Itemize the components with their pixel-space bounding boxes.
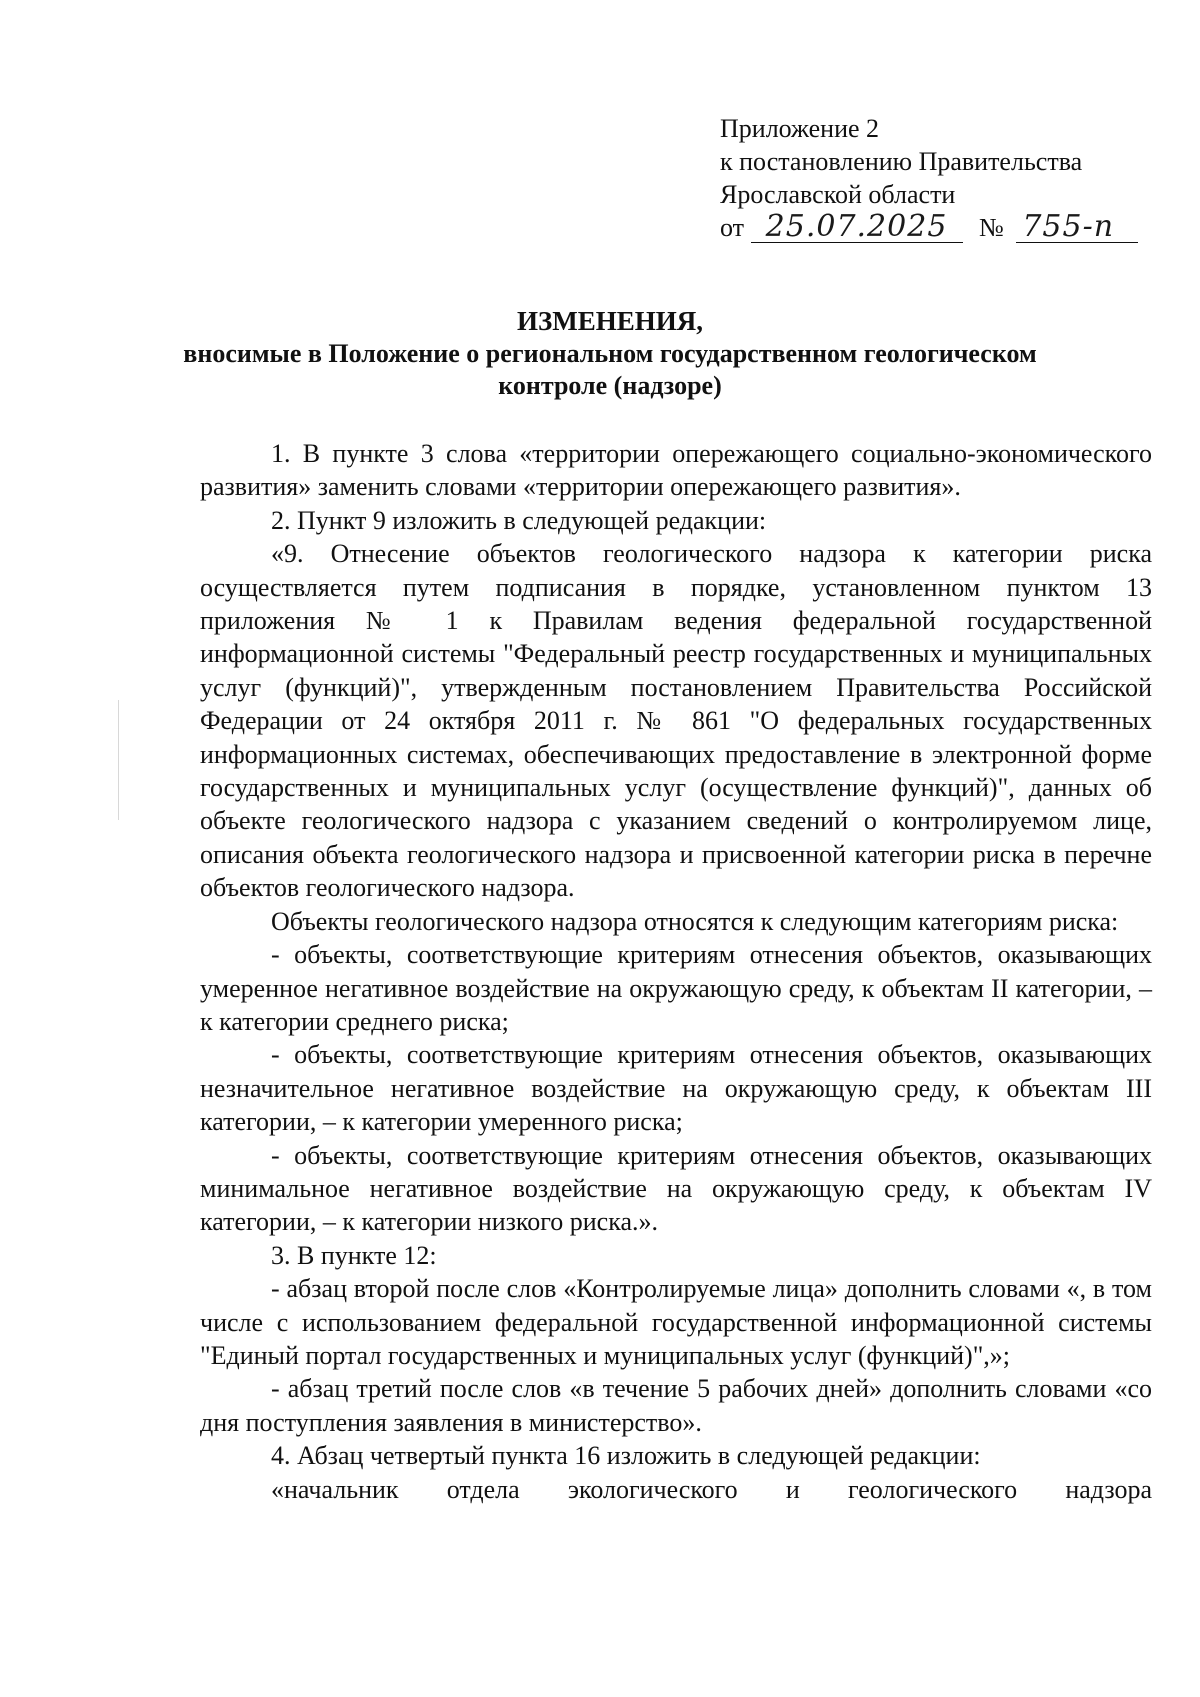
paragraph-item-9-text: «9. Отнесение объектов геологического надзора к категории риска осуществляется путем подписания в порядке, установленном пунктом 13 приложения № 1 к Правилам ведения федеральной государственной информационной системы "Федеральный реестр государственных и муниципальных услуг (функций)", утвержденным постановлением Правительства Российской Федерации от 24 октября 2011 г. № 861 "О федеральных государственных информационных системах, обеспечивающих предоставление в электронной форме государственных и муниципальных услуг (осуществление функций)", данных об объекте геологического надзора с указанием сведений о контролируемом лице, описания объекта геологического надзора и присвоенной категории риска в перечне объектов геологического надзора. <box>200 539 1152 903</box>
paragraph-item-2: 2. Пункт 9 изложить в следующей редакции: <box>271 505 767 535</box>
date-prefix: от <box>720 213 745 242</box>
paragraph-risk-categories: Объекты геологического надзора относятся к следующим категориям риска: <box>271 906 1119 936</box>
appendix-line-3: Ярославской области <box>720 180 956 209</box>
appendix-line-2: к постановлению Правительства <box>720 147 1083 176</box>
list-item-paragraph-two: - абзац второй после слов «Контролируемые лица» дополнить словами «, в том числе с использованием федеральной государственной информационной системы "Единый портал государственных и муниципальных услуг (функций)",»; <box>200 1274 1152 1370</box>
paragraph-item-4-text: «начальник отдела экологического и геологического надзора <box>271 1474 1152 1504</box>
title-subtitle-line-1: вносимые в Положение о региональном государственном геологическом <box>183 339 1037 368</box>
appendix-date-line <box>720 211 1160 244</box>
handwritten-number: 755-п <box>1016 212 1138 243</box>
document-title <box>180 305 1040 402</box>
appendix-header <box>720 112 1160 244</box>
list-item-paragraph-three: - абзац третий после слов «в течение 5 рабочих дней» дополнить словами «со дня поступления заявления в министерство». <box>200 1374 1152 1437</box>
list-item-risk-low: - объекты, соответствующие критериям отнесения объектов, оказывающих минимальное негативное воздействие на окружающую среду, к объектам IV категории, – к категории низкого риска.». <box>200 1140 1152 1237</box>
list-item-risk-medium: - объекты, соответствующие критериям отнесения объектов, оказывающих умеренное негативное воздействие на окружающую среду, к объектам II категории, – к категории среднего риска; <box>200 940 1152 1036</box>
title-subtitle-line-2: контроле (надзоре) <box>498 371 722 400</box>
handwritten-date: 25.07.2025 <box>751 212 963 243</box>
paragraph-item-1: 1. В пункте 3 слова «территории опережающего социально-экономического развития» заменить словами «территории опережающего развития». <box>200 439 1152 502</box>
list-item-risk-moderate: - объекты, соответствующие критериям отнесения объектов, оказывающих незначительное негативное воздействие на окружающую среду, к объектам III категории, – к категории умеренного риска; <box>200 1040 1152 1137</box>
document-body <box>200 437 1152 1506</box>
title-main: ИЗМЕНЕНИЯ, <box>516 306 703 336</box>
scan-artifact-line <box>118 700 119 820</box>
appendix-line-1: Приложение 2 <box>720 114 880 143</box>
paragraph-item-4: 4. Абзац четвертый пункта 16 изложить в следующей редакции: <box>271 1441 981 1471</box>
paragraph-item-3: 3. В пункте 12: <box>271 1240 437 1270</box>
number-sign: № <box>979 213 1004 242</box>
